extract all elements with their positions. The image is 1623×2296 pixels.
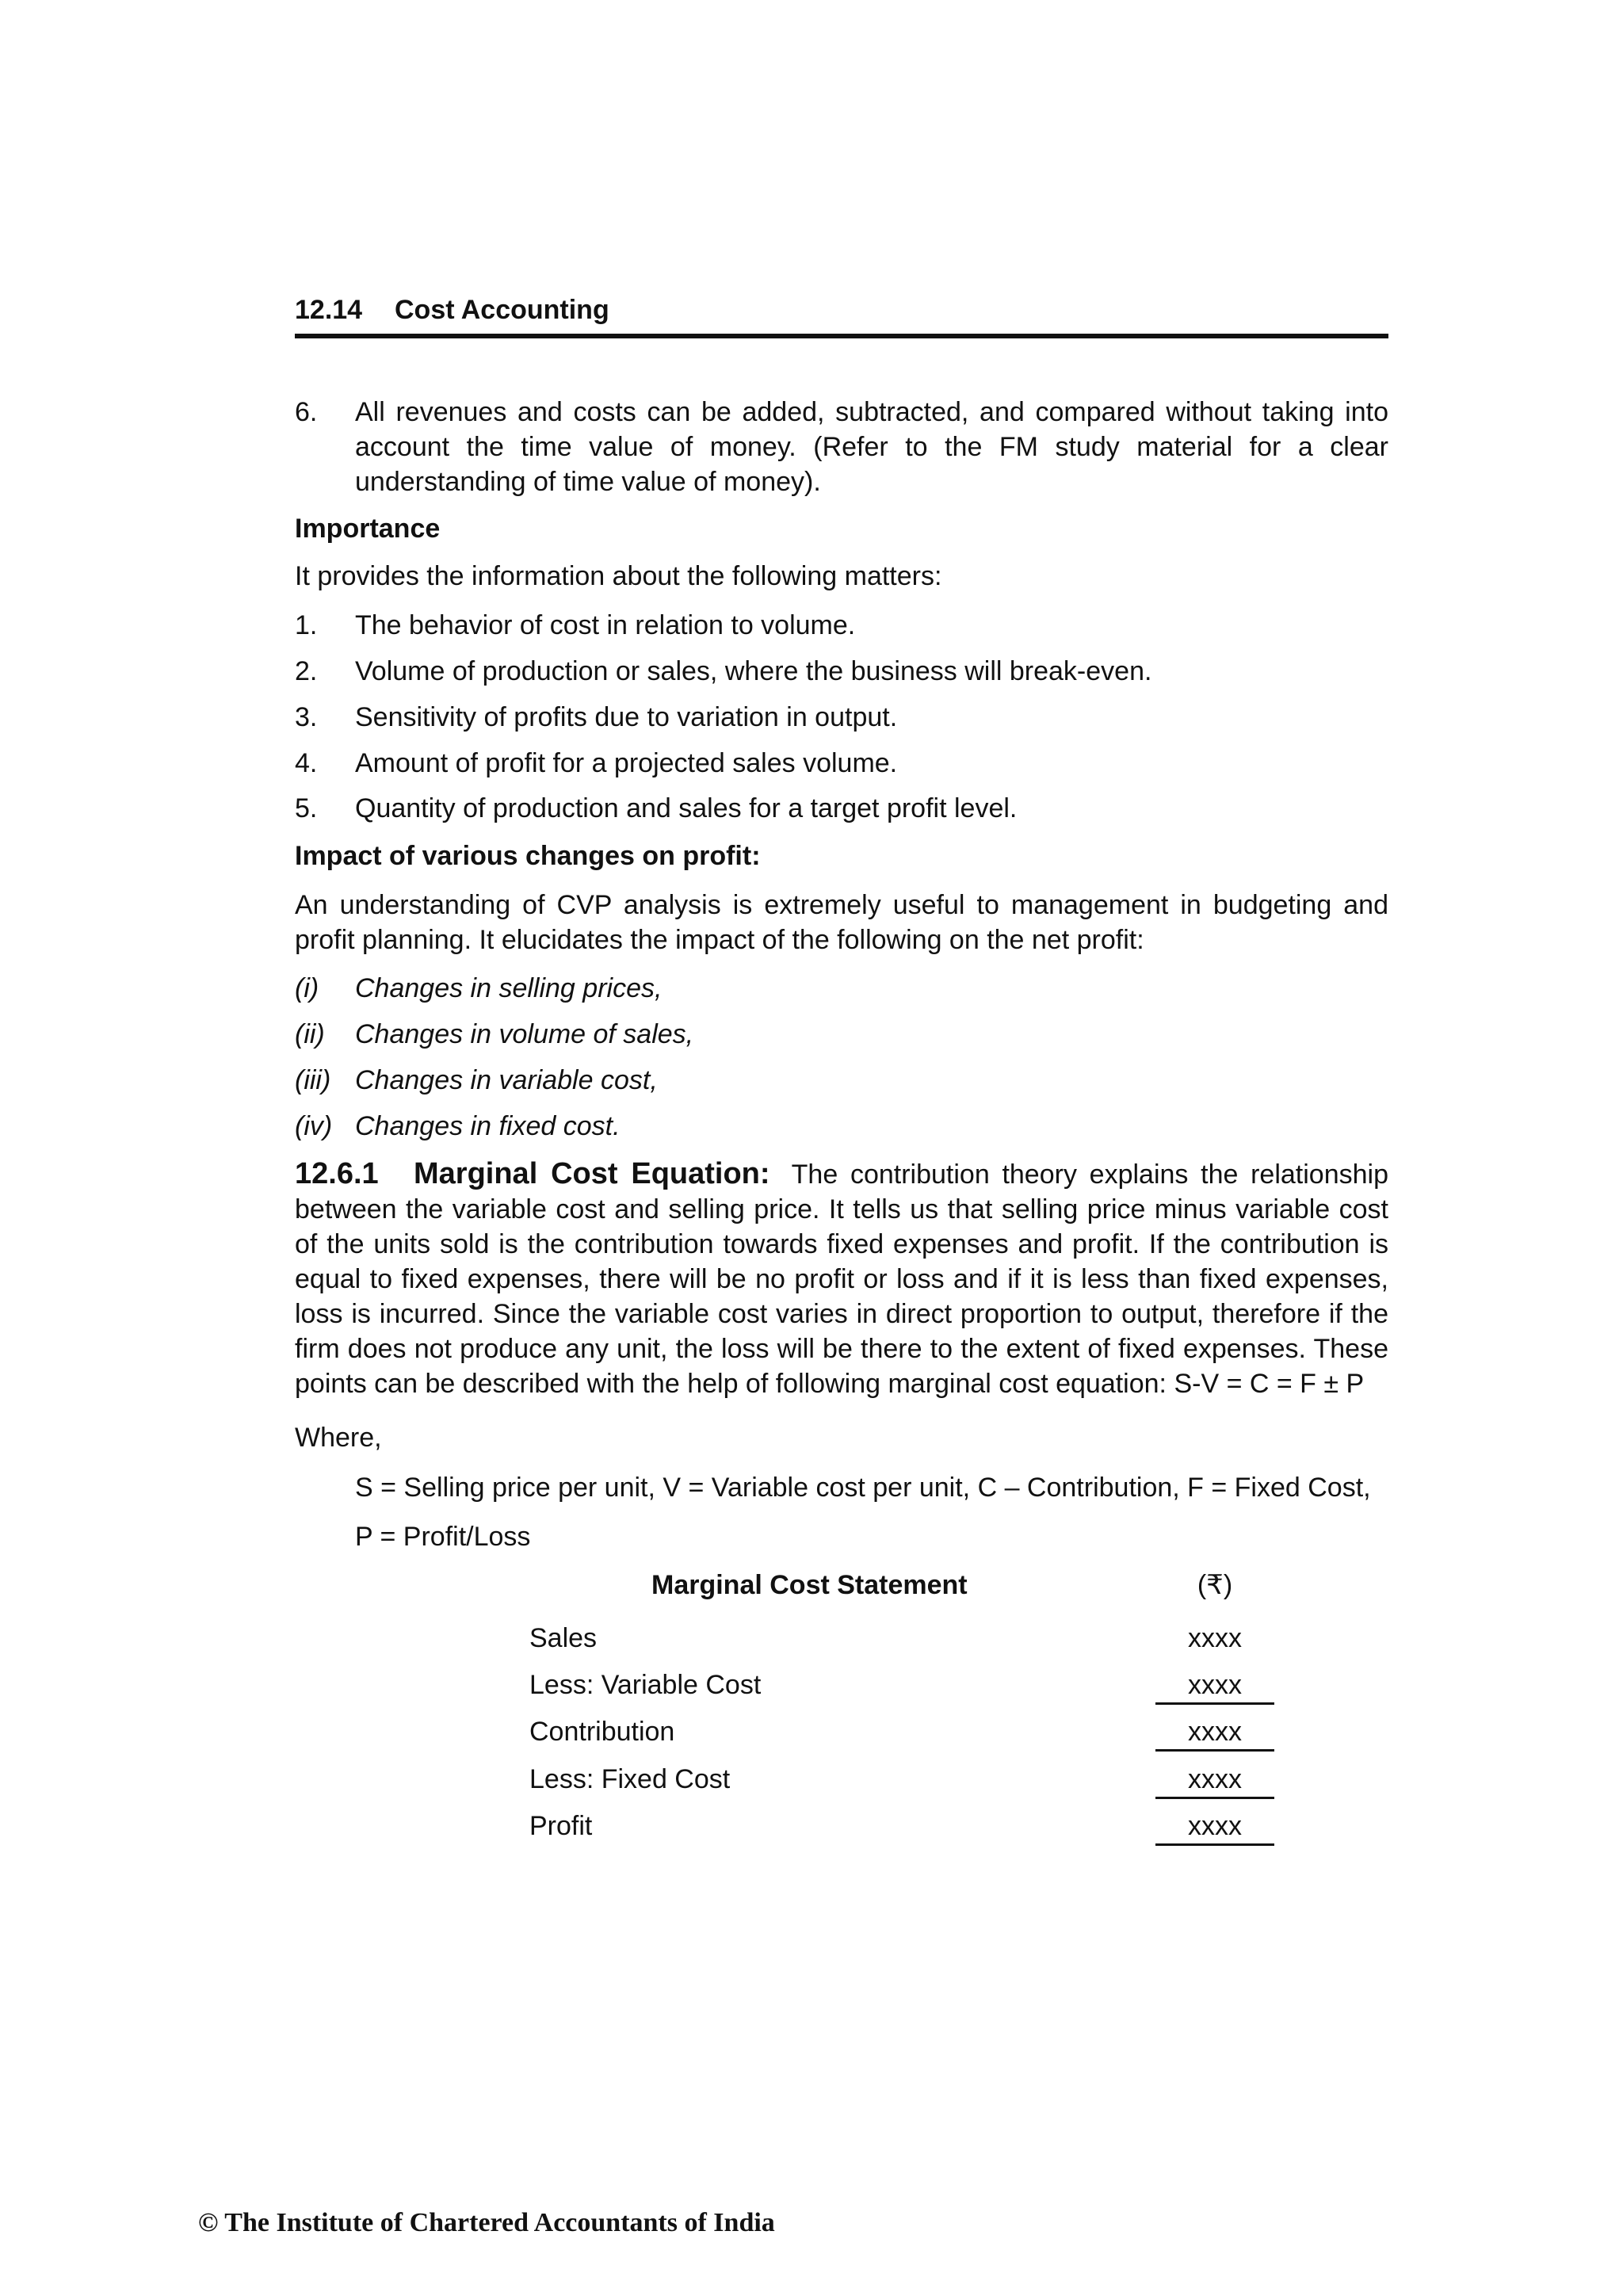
list-number: (i) [295, 973, 319, 1003]
list-number: (iii) [295, 1065, 331, 1095]
section-title: Marginal Cost Equation: [414, 1157, 770, 1190]
impact-item-ii [295, 1017, 1388, 1052]
importance-item-2 [295, 654, 1388, 689]
list-item-point-6 [295, 395, 1388, 499]
list-text: Quantity of production and sales for a target profit level. [355, 793, 1018, 823]
importance-item-3 [295, 700, 1388, 735]
copyright-footer: © The Institute of Chartered Accountants of India [198, 2208, 775, 2237]
list-text: The behavior of cost in relation to volume. [355, 610, 856, 640]
list-number: 5. [295, 793, 318, 823]
statement-row-label: Sales [529, 1623, 598, 1653]
list-number: (iv) [295, 1111, 333, 1141]
statement-title: Marginal Cost Statement [651, 1570, 968, 1600]
impact-item-iii [295, 1063, 1388, 1098]
list-number: (ii) [295, 1019, 325, 1049]
chapter-title: Cost Accounting [395, 295, 609, 325]
importance-heading: Importance [295, 514, 441, 544]
list-text: Changes in fixed cost. [355, 1111, 621, 1141]
list-text: Changes in variable cost, [355, 1065, 658, 1095]
list-number: 2. [295, 656, 318, 686]
importance-item-5 [295, 791, 1388, 826]
list-number: 4. [295, 748, 318, 778]
definitions-line-2: P = Profit/Loss [355, 1522, 531, 1552]
definitions-line-1: S = Selling price per unit, V = Variable cost per unit, C – Contribution, F = Fixed Cost, [355, 1473, 1371, 1503]
page-number: 12.14 [295, 295, 363, 325]
list-text: Changes in selling prices, [355, 973, 663, 1003]
statement-row-amount: xxxx [1155, 1714, 1274, 1752]
section-number: 12.6.1 [295, 1157, 379, 1190]
statement-row-label: Less: Variable Cost [529, 1670, 762, 1700]
list-text: Volume of production or sales, where the business will break-even. [355, 656, 1152, 686]
statement-row-amount: xxxx [1155, 1762, 1274, 1799]
importance-item-4 [295, 746, 1388, 781]
impact-heading: Impact of various changes on profit: [295, 841, 761, 871]
statement-row-label: Contribution [529, 1717, 675, 1747]
statement-row-amount: xxxx [1155, 1668, 1274, 1705]
impact-item-i [295, 971, 1388, 1006]
running-header [295, 295, 1388, 338]
impact-item-iv [295, 1109, 1388, 1144]
list-text: All revenues and costs can be added, subtracted, and compared without taking into account the time value of money. (Refer to the FM study material for a clear understanding of time value of money). [355, 397, 1388, 497]
list-number: 1. [295, 610, 318, 640]
statement-currency: (₹) [1197, 1570, 1233, 1600]
section-body: The contribution theory explains the relationship between the variable cost and selling price. It tells us that selling price minus variable cost of the units sold is the contribution towards fixed expenses and profit. If the contribution is equal to fixed expenses, there will be no profit or loss and if it is less than fixed expenses, loss is incurred. Since the variable cost varies in direct proportion to output, therefore if the firm does not produce any unit, the loss will be there to the extent of fixed expenses. These points can be described with the help of following marginal cost equation: S-V = C = F ± P [295, 1159, 1388, 1399]
impact-intro: An understanding of CVP analysis is extremely useful to management in budgeting and profit planning. It elucidates the impact of the following on the net profit: [295, 890, 1388, 955]
statement-row-label: Profit [529, 1811, 593, 1841]
importance-intro: It provides the information about the following matters: [295, 561, 942, 591]
list-text: Sensitivity of profits due to variation in output. [355, 702, 898, 732]
statement-row-label: Less: Fixed Cost [529, 1764, 731, 1794]
list-number: 6. [295, 397, 318, 427]
where-label: Where, [295, 1423, 382, 1453]
statement-row-amount: xxxx [1155, 1809, 1274, 1846]
importance-item-1 [295, 608, 1388, 643]
list-text: Amount of profit for a projected sales volume. [355, 748, 898, 778]
list-number: 3. [295, 702, 318, 732]
list-text: Changes in volume of sales, [355, 1019, 694, 1049]
statement-row-amount: xxxx [1188, 1623, 1242, 1653]
section-marginal-cost-equation [295, 1156, 1388, 1401]
